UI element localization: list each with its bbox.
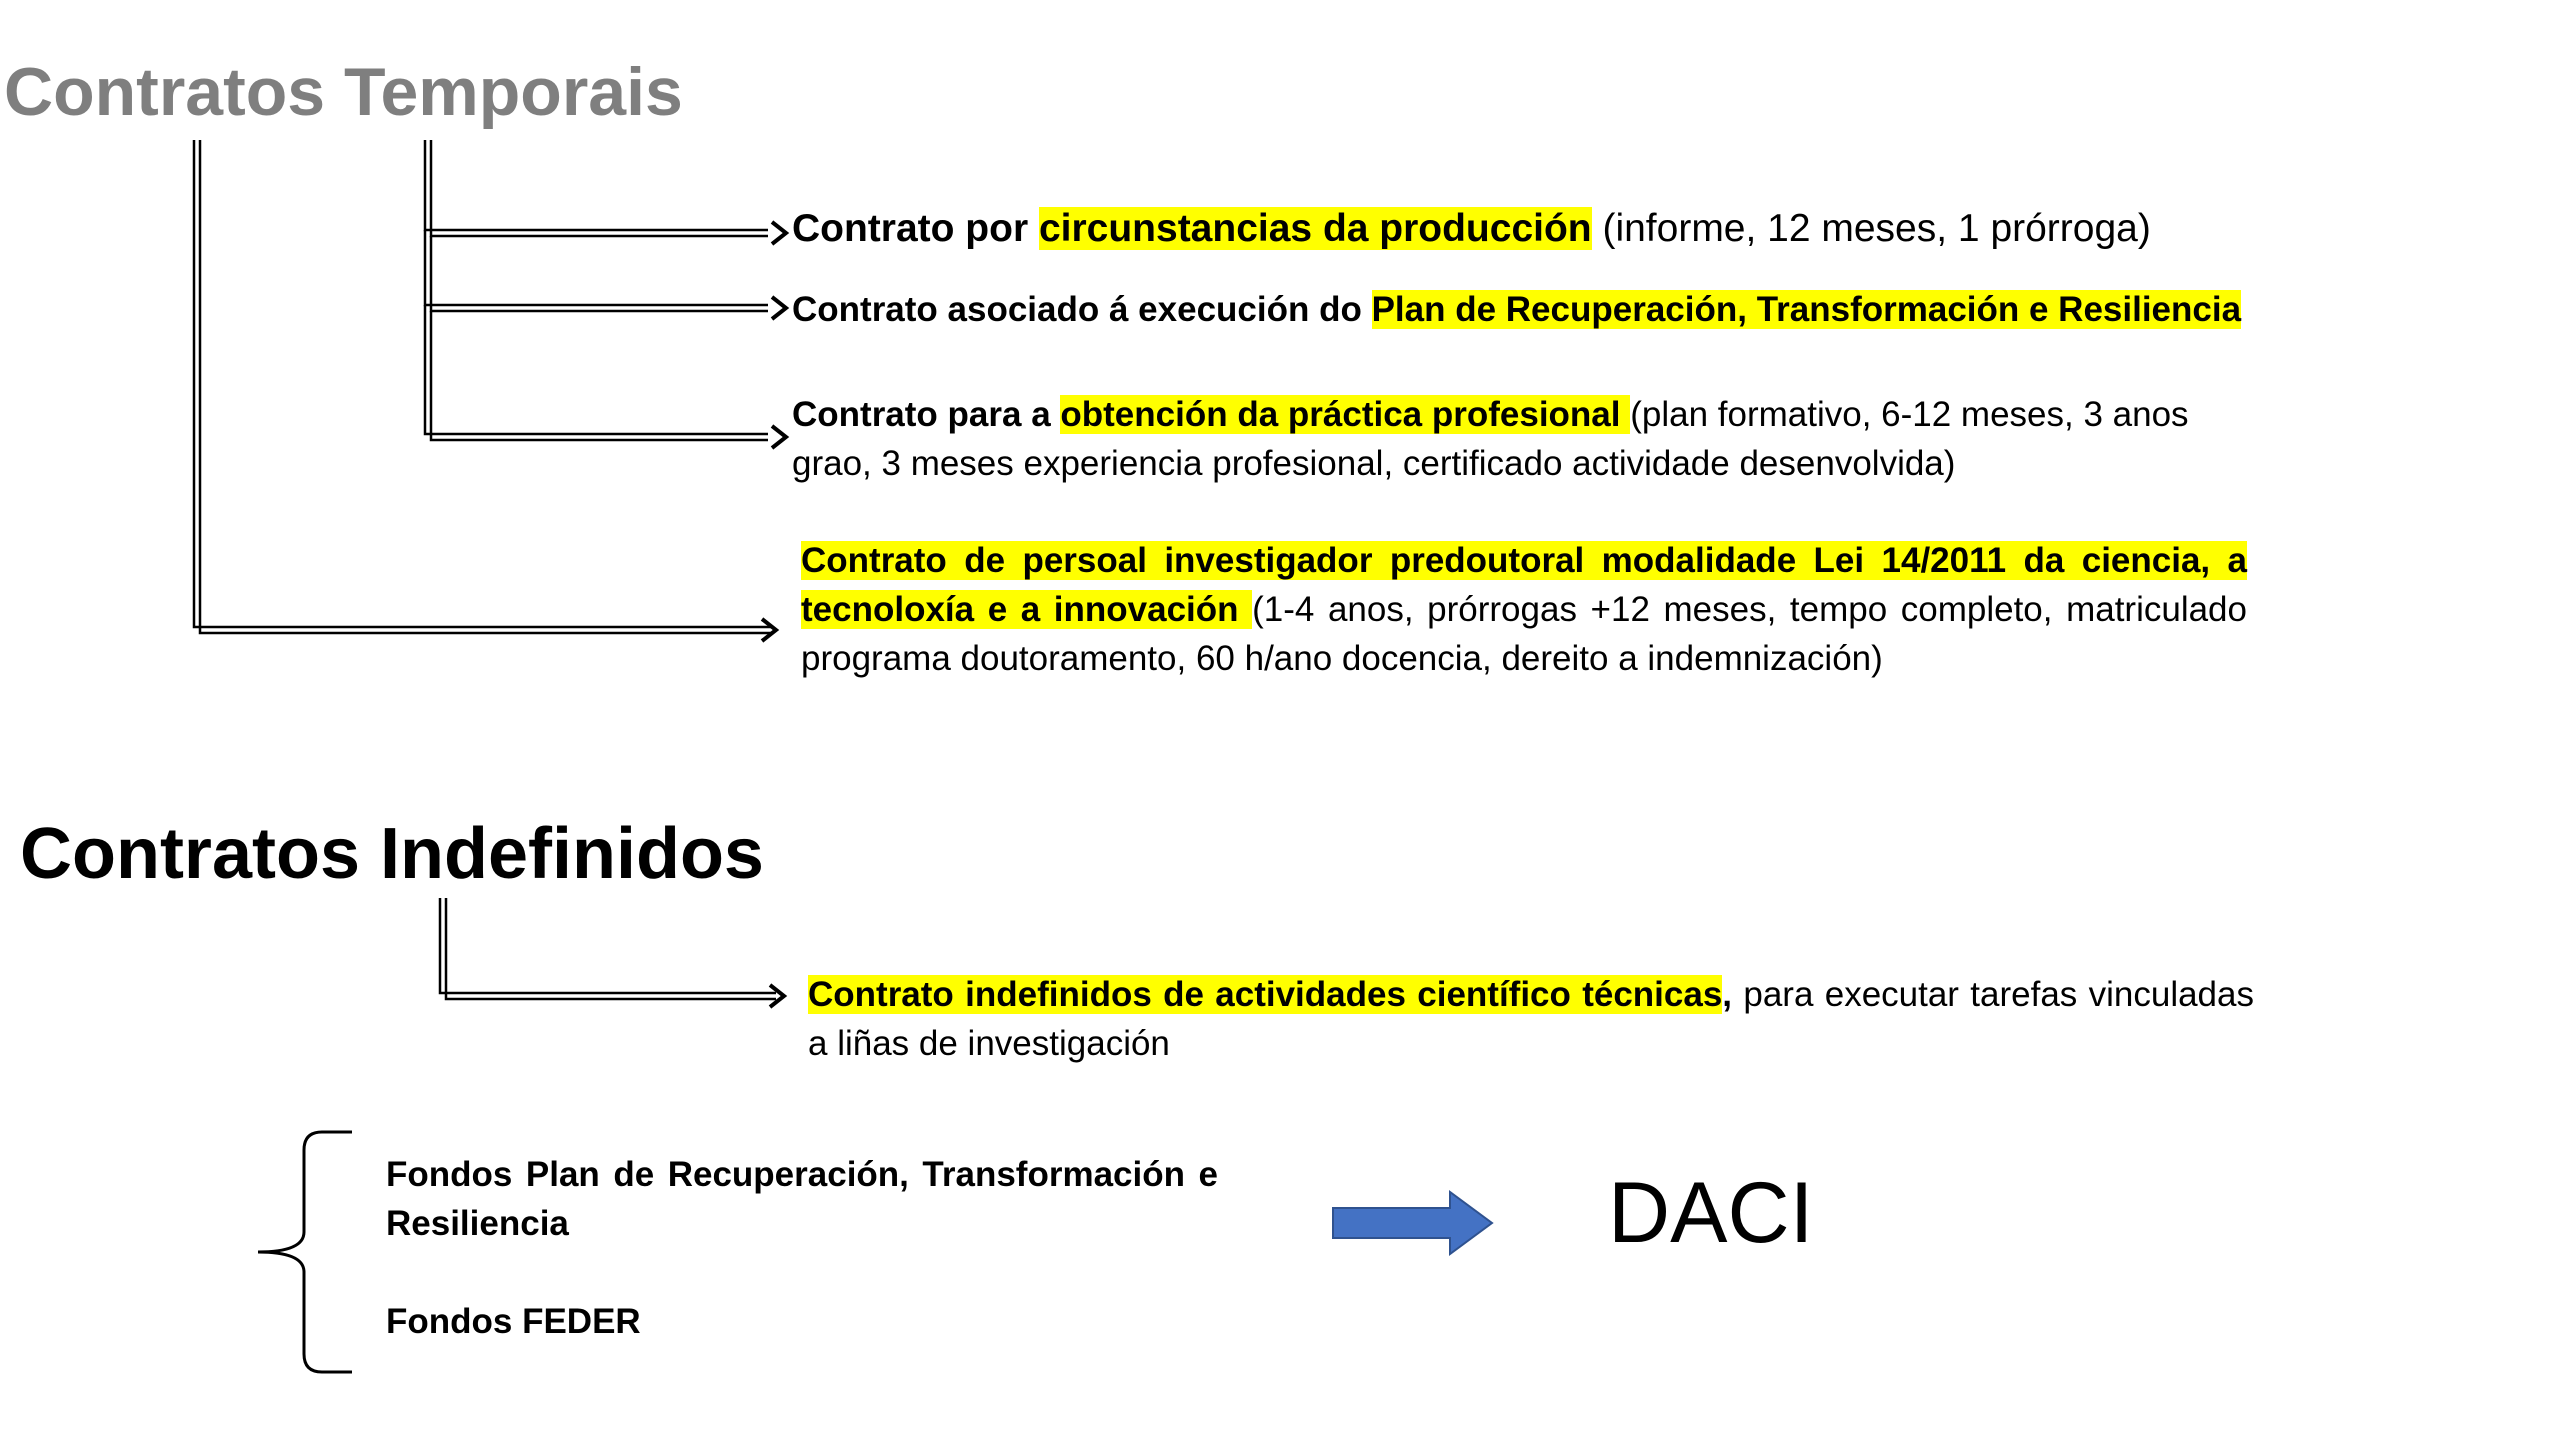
item-highlight: obtención da práctica profesional xyxy=(1060,395,1631,434)
item-details: (plan formativo, 6-12 meses, 3 anos grao, 3 meses experiencia profesional, certificado actividade desenvolvida) xyxy=(792,395,2189,483)
item-prefix: Contrato para a xyxy=(792,395,1061,434)
item-prefix: Contrato asociado á execución do xyxy=(792,290,1372,329)
temporary-contract-item-4 xyxy=(801,536,2247,683)
temporary-contract-item-2 xyxy=(792,285,2241,334)
target-label: DACI xyxy=(1608,1165,1814,1261)
fund-item-1: Fondos Plan de Recuperación, Transformación e Resiliencia xyxy=(386,1155,1218,1243)
item-details: (informe, 12 meses, 1 prórroga) xyxy=(1591,207,2151,250)
temporary-contract-item-1 xyxy=(792,204,2151,253)
indefinite-contract-item-1 xyxy=(808,970,2254,1068)
item-highlight: Contrato indefinidos de actividades científico técnicas xyxy=(808,975,1723,1014)
item-details: (1-4 anos, prórrogas +12 meses, tempo completo, matriculado programa doutoramento, 60 h/ano docencia, dereito a indemnización) xyxy=(801,590,2247,678)
fund-item-2: Fondos FEDER xyxy=(386,1302,641,1341)
funds-brace xyxy=(258,1132,352,1372)
connector-temporary-2 xyxy=(425,230,786,319)
item-highlight: circunstancias da producción xyxy=(1038,207,1592,250)
connector-temporary-4 xyxy=(194,140,776,641)
temporary-contract-item-3 xyxy=(792,390,2272,488)
item-prefix: Contrato por xyxy=(792,207,1039,250)
heading-temporary-contracts: Contratos Temporais xyxy=(4,54,683,130)
connector-temporary-3 xyxy=(425,305,786,448)
heading-indefinite-contracts: Contratos Indefinidos xyxy=(20,814,764,894)
item-highlight: Plan de Recuperación, Transformación e Resiliencia xyxy=(1371,290,2242,329)
item-highlight: Contrato de persoal investigador predoutoral modalidade Lei 14/2011 da ciencia, a tecnoloxía e a innovación xyxy=(801,541,2247,629)
item-punctuation: , xyxy=(1722,975,1733,1014)
blue-block-arrow xyxy=(1333,1192,1492,1254)
connector-temporary-1 xyxy=(425,140,786,244)
connector-indefinite-1 xyxy=(440,898,784,1007)
item-details: para executar tarefas vinculadas a liñas de investigación xyxy=(808,975,2254,1063)
